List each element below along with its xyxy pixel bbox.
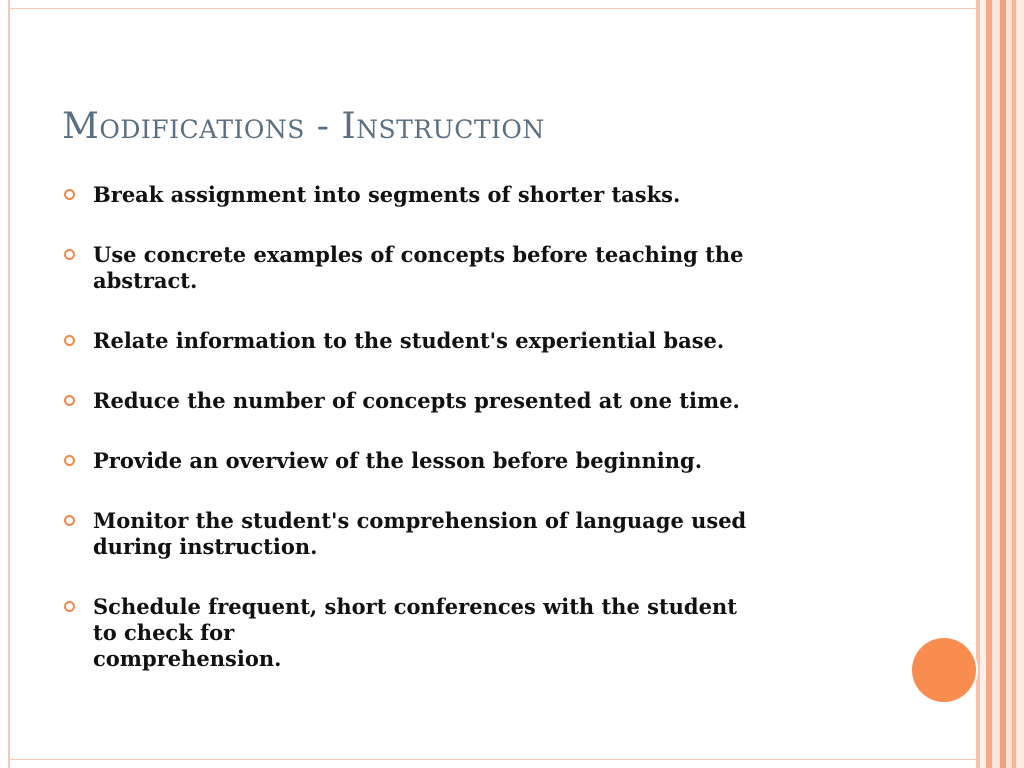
bullet-item <box>62 594 882 672</box>
bullet-item <box>62 328 882 354</box>
bullet-circle-icon <box>64 335 75 346</box>
bullet-circle-icon <box>64 249 75 260</box>
bullet-text: Use concrete examples of concepts before teaching the abstract. <box>93 242 744 293</box>
bullet-item <box>62 182 882 208</box>
bullet-text: Reduce the number of concepts presented at one time. <box>93 388 740 413</box>
bullet-circle-icon <box>64 455 75 466</box>
bullet-text: Monitor the student's comprehension of language used during instruction. <box>93 508 747 559</box>
bullet-circle-icon <box>64 601 75 612</box>
bullet-item <box>62 448 882 474</box>
bullet-list <box>62 182 882 706</box>
stripe <box>1016 0 1024 768</box>
bullet-circle-icon <box>64 395 75 406</box>
bullet-text: Provide an overview of the lesson before beginning. <box>93 448 703 473</box>
right-decorative-stripes <box>976 0 1024 768</box>
slide-title: Modifications - Instruction <box>62 106 545 147</box>
bullet-text: Break assignment into segments of shorter tasks. <box>93 182 681 207</box>
frame-bottom-line <box>8 759 980 760</box>
frame-top-line <box>8 8 980 9</box>
bullet-item <box>62 242 882 294</box>
bullet-text: Relate information to the student's experiential base. <box>93 328 725 353</box>
bullet-item <box>62 388 882 414</box>
bullet-item <box>62 508 882 560</box>
bullet-text: Schedule frequent, short conferences with the student to check for comprehension. <box>93 594 737 671</box>
decorative-orange-circle <box>912 638 976 702</box>
bullet-circle-icon <box>64 515 75 526</box>
stripe <box>992 0 1000 768</box>
bullet-circle-icon <box>64 189 75 200</box>
frame-left-line <box>8 0 10 768</box>
